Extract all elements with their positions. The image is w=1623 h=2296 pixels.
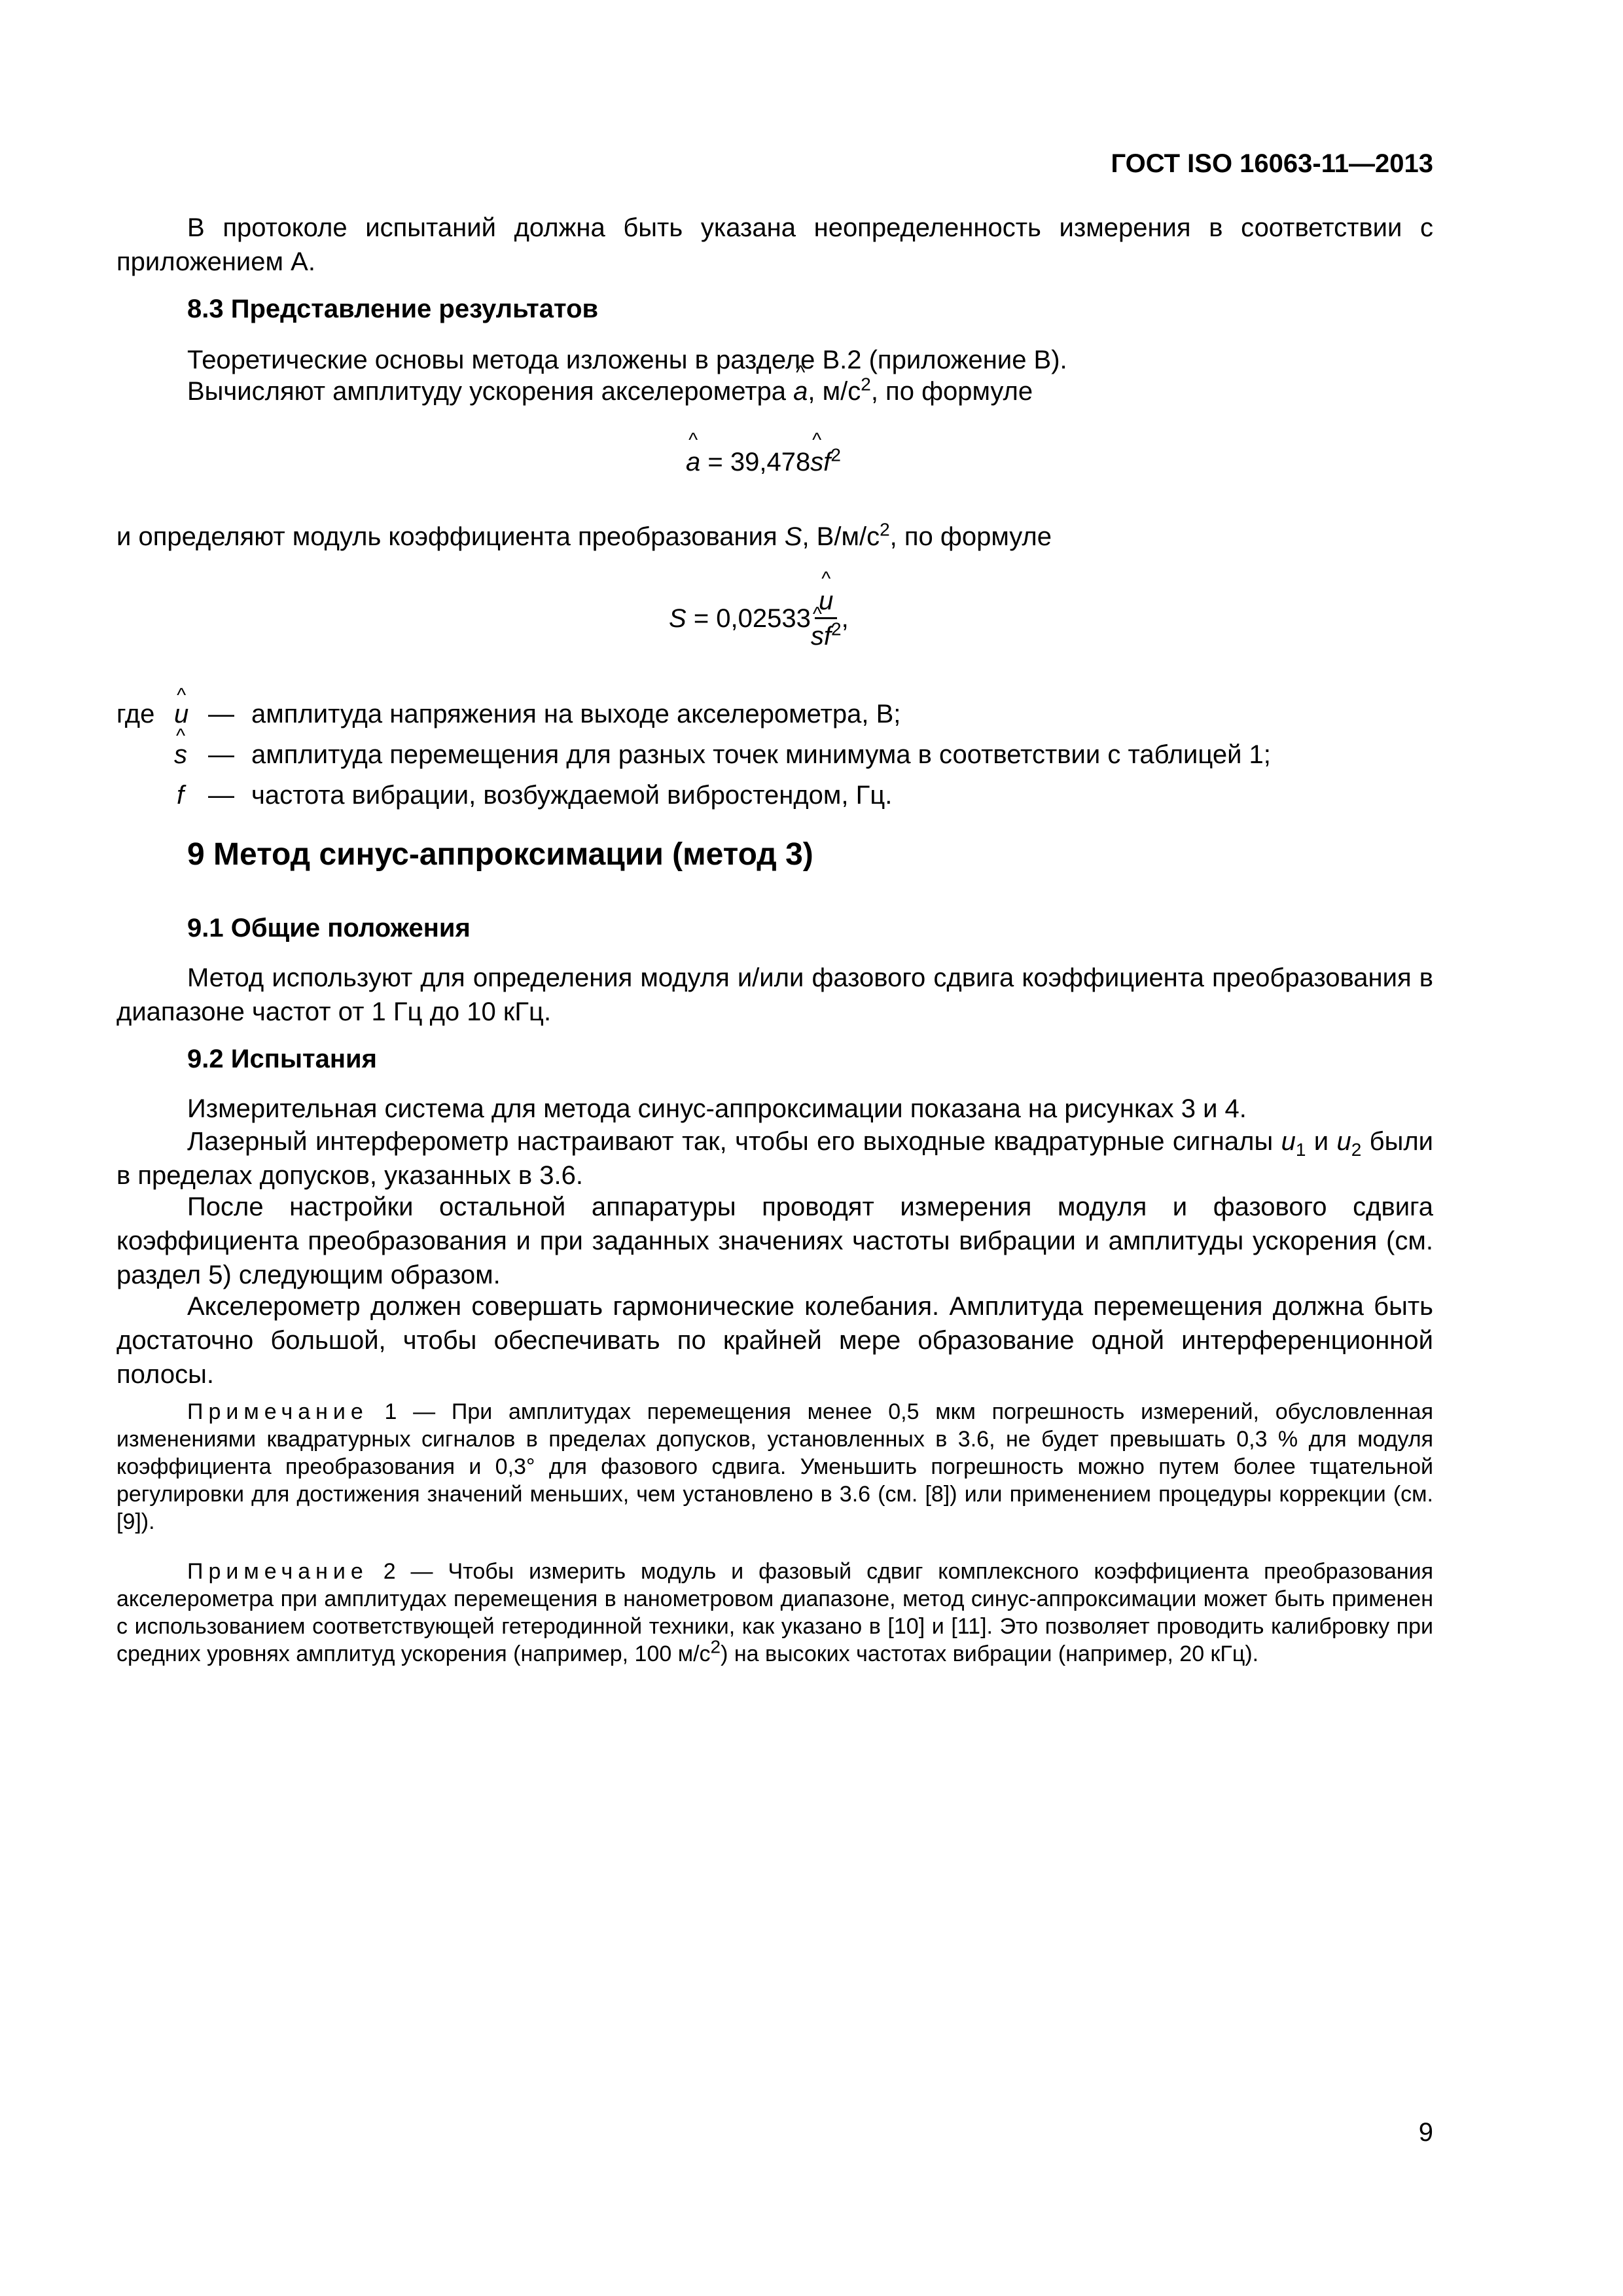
definition-dash: — [208,781,234,810]
section-9-2-paragraph-4: Акселерометр должен совершать гармонические колебания. Амплитуда перемещения должна быть достаточно большой, чтобы обеспечивать по крайней мере образование одной интерференционной полосы. [116,1292,1433,1389]
formula-acceleration: ^ a = 39,478^ $sf^2$ [686,448,841,477]
note-2: Примечание 2 — Чтобы измерить модуль и фазовый сдвиг комплексного коэффициента преобразования акселерометра при амплитудах перемещения в нанометровом диапазоне, метод синус-аппроксимации может быть применен с использованием соответствующей гетеродинной техники, как указано в [10] и [11]. Это позволяет проводить калибровку при средних уровнях амплитуд ускорения (например, 100 $м/с^2$) на высоких частотах вибрации (например, 20 кГц). [116,1559,1433,1666]
definition-row [116,734,1433,775]
paragraph-intro: В протоколе испытаний должна быть указана неопределенность измерения в соответствии с приложением А. [116,213,1433,276]
document-header: ГОСТ ISO 16063-11—2013 [1111,149,1433,178]
section-9-heading: 9 Метод синус-аппроксимации (метод 3) [187,837,813,872]
section-8-3-paragraph-2: Вычисляют амплитуду ускорения акселерометра ^ a, $м/с^2$, по формуле [187,374,1033,408]
section-9-2-heading: 9.2 Испытания [187,1045,377,1073]
definitions-list [116,694,1433,816]
formula-fraction: ^ u ^ $sf^2$ [811,586,842,651]
section-9-1-paragraph: Метод используют для определения модуля и/или фазового сдвига коэффициента преобразования в диапазоне частот от 1 Гц до 10 кГц. [116,963,1433,1026]
definition-text: амплитуда перемещения для разных точек минимума в соответствии с таблицей 1; [251,740,1271,769]
definition-dash: — [208,740,234,769]
note-label: Примечание [187,1399,368,1424]
definition-text: частота вибрации, возбуждаемой вибростендом, Гц. [251,781,893,810]
section-9-2-paragraph-3: После настройки остальной аппаратуры проводят измерения модуля и фазового сдвига коэффициента преобразования и при заданных значениях частоты вибрации и амплитуды ускорения (см. раздел 5) следующим образом. [116,1193,1433,1289]
page-number: 9 [1418,2118,1433,2147]
definition-symbol: ^ u [174,694,188,734]
where-label: где [116,700,155,728]
section-9-2-paragraph-2: Лазерный интерферометр настраивают так, чтобы его выходные квадратурные сигналы $u_1$ и $u_2$ были в пределах допусков, указанных в 3.6. [116,1127,1433,1190]
note-label: Примечание [187,1559,368,1584]
definition-dash: — [208,700,234,728]
section-9-1-heading: 9.1 Общие положения [187,914,471,942]
definition-row [116,694,1433,734]
note-1: Примечание 1 — При амплитудах перемещения менее 0,5 мкм погрешность измерений, обусловленная изменениями квадратурных сигналов в пределах допусков, установленных в 3.6, не будет превышать 0,3 % для модуля коэффициента преобразования и 0,3° для фазового сдвига. Уменьшить погрешность можно путем более тщательной регулировки для достижения значений меньших, чем установлено в 3.6 (см. [8]) или применением процедуры коррекции (см. [9]). [116,1399,1433,1534]
section-9-2-paragraph-1: Измерительная система для метода синус-аппроксимации показана на рисунках 3 и 4. [187,1094,1247,1123]
definition-row [116,775,1433,816]
section-8-3-paragraph-3: и определяют модуль коэффициента преобразования S, $В/м/с^2$, по формуле [116,519,1052,551]
definition-text: амплитуда напряжения на выходе акселерометра, В; [251,700,901,728]
formula-sensitivity: S = 0,02533 ^ u ^ $sf^2$ , [669,586,849,651]
section-8-3-heading: 8.3 Представление результатов [187,295,599,323]
section-8-3-paragraph-1: Теоретические основы метода изложены в разделе В.2 (приложение В). [187,346,1067,374]
definition-symbol: ^ s [174,734,187,775]
definition-symbol: f [177,781,185,810]
